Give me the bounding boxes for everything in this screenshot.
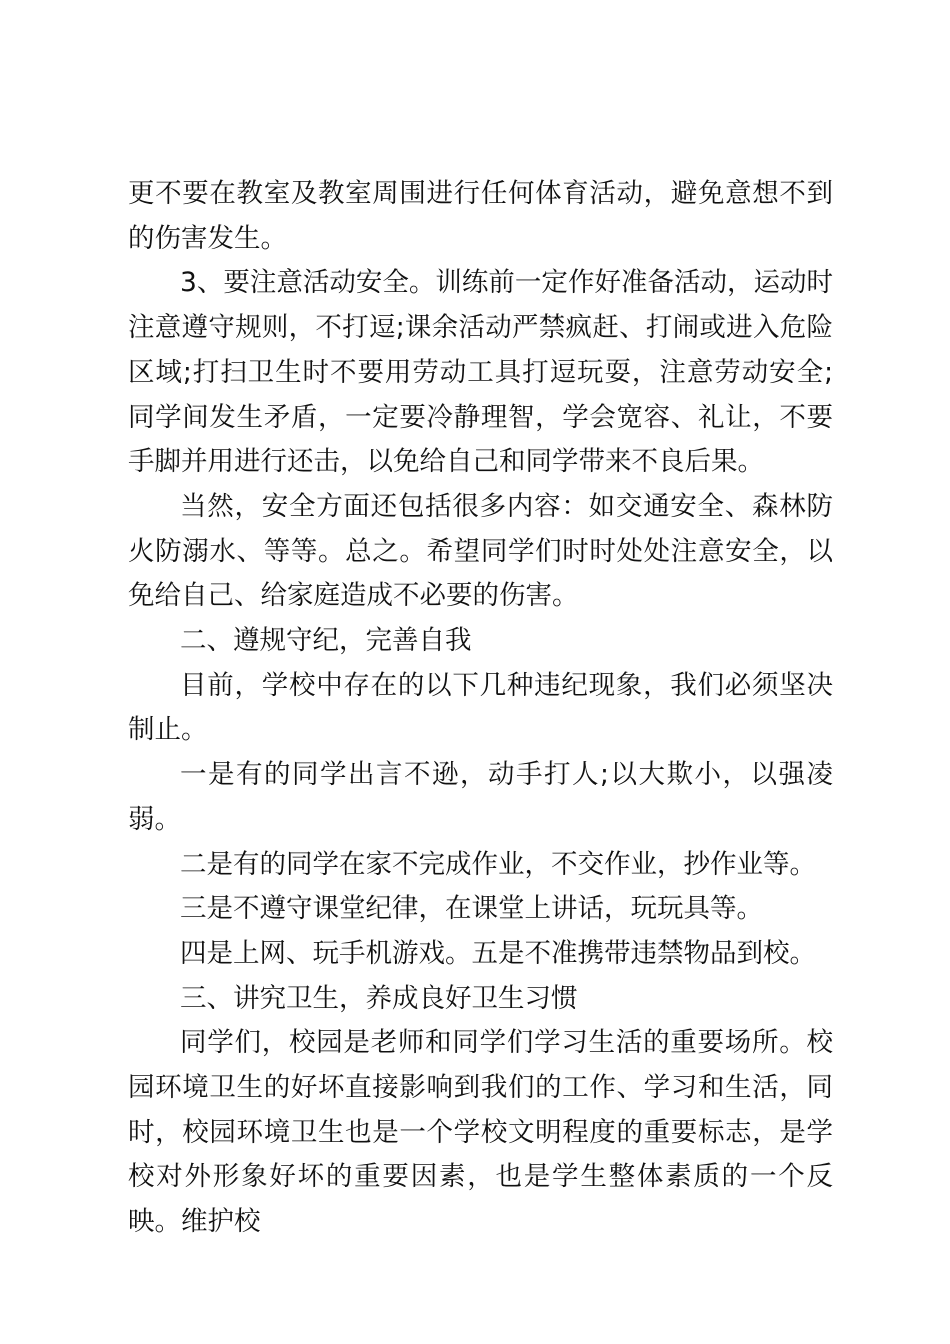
list-item-violation-3: 三是不遵守课堂纪律，在课堂上讲话，玩玩具等。 <box>180 893 763 925</box>
section-heading-hygiene: 三、讲究卫生，养成良好卫生习惯 <box>180 982 578 1014</box>
paragraph-continued: 更不要在教室及教室周围进行任何体育活动，避免意想不到的伤害发生。 <box>128 178 833 254</box>
list-item-violation-4-5: 四是上网、玩手机游戏。五是不准携带违禁物品到校。 <box>180 937 816 969</box>
paragraph-discipline-intro: 目前，学校中存在的以下几种违纪现象，我们必须坚决制止。 <box>128 669 833 746</box>
document-body <box>128 172 833 1245</box>
paragraph-hygiene: 同学们，校园是老师和同学们学习生活的重要场所。校园环境卫生的好坏直接影响到我们的工作、学习和生活，同时，校园环境卫生也是一个学校文明程度的重要标志，是学校对外形象好坏的重要因素，也是学生整体素质的一个反映。维护校 <box>128 1027 833 1238</box>
paragraph-activity-safety: 3、要注意活动安全。训练前一定作好准备活动，运动时注意遵守规则，不打逗;课余活动严禁疯赶、打闹或进入危险区域;打扫卫生时不要用劳动工具打逗玩耍，注意劳动安全;同学间发生矛盾，一定要冷静理智，学会宽容、礼让，不要手脚并用进行还击，以免给自己和同学带来不良后果。 <box>128 267 833 478</box>
list-item-violation-1: 一是有的同学出言不逊，动手打人;以大欺小，以强凌弱。 <box>128 759 833 835</box>
paragraph-safety-summary: 当然，安全方面还包括很多内容：如交通安全、森林防火防溺水、等等。总之。希望同学们时时处处注意安全，以免给自己、给家庭造成不必要的伤害。 <box>128 490 833 612</box>
list-item-violation-2: 二是有的同学在家不完成作业，不交作业，抄作业等。 <box>180 848 816 880</box>
section-heading-discipline: 二、遵规守纪，完善自我 <box>180 625 472 657</box>
